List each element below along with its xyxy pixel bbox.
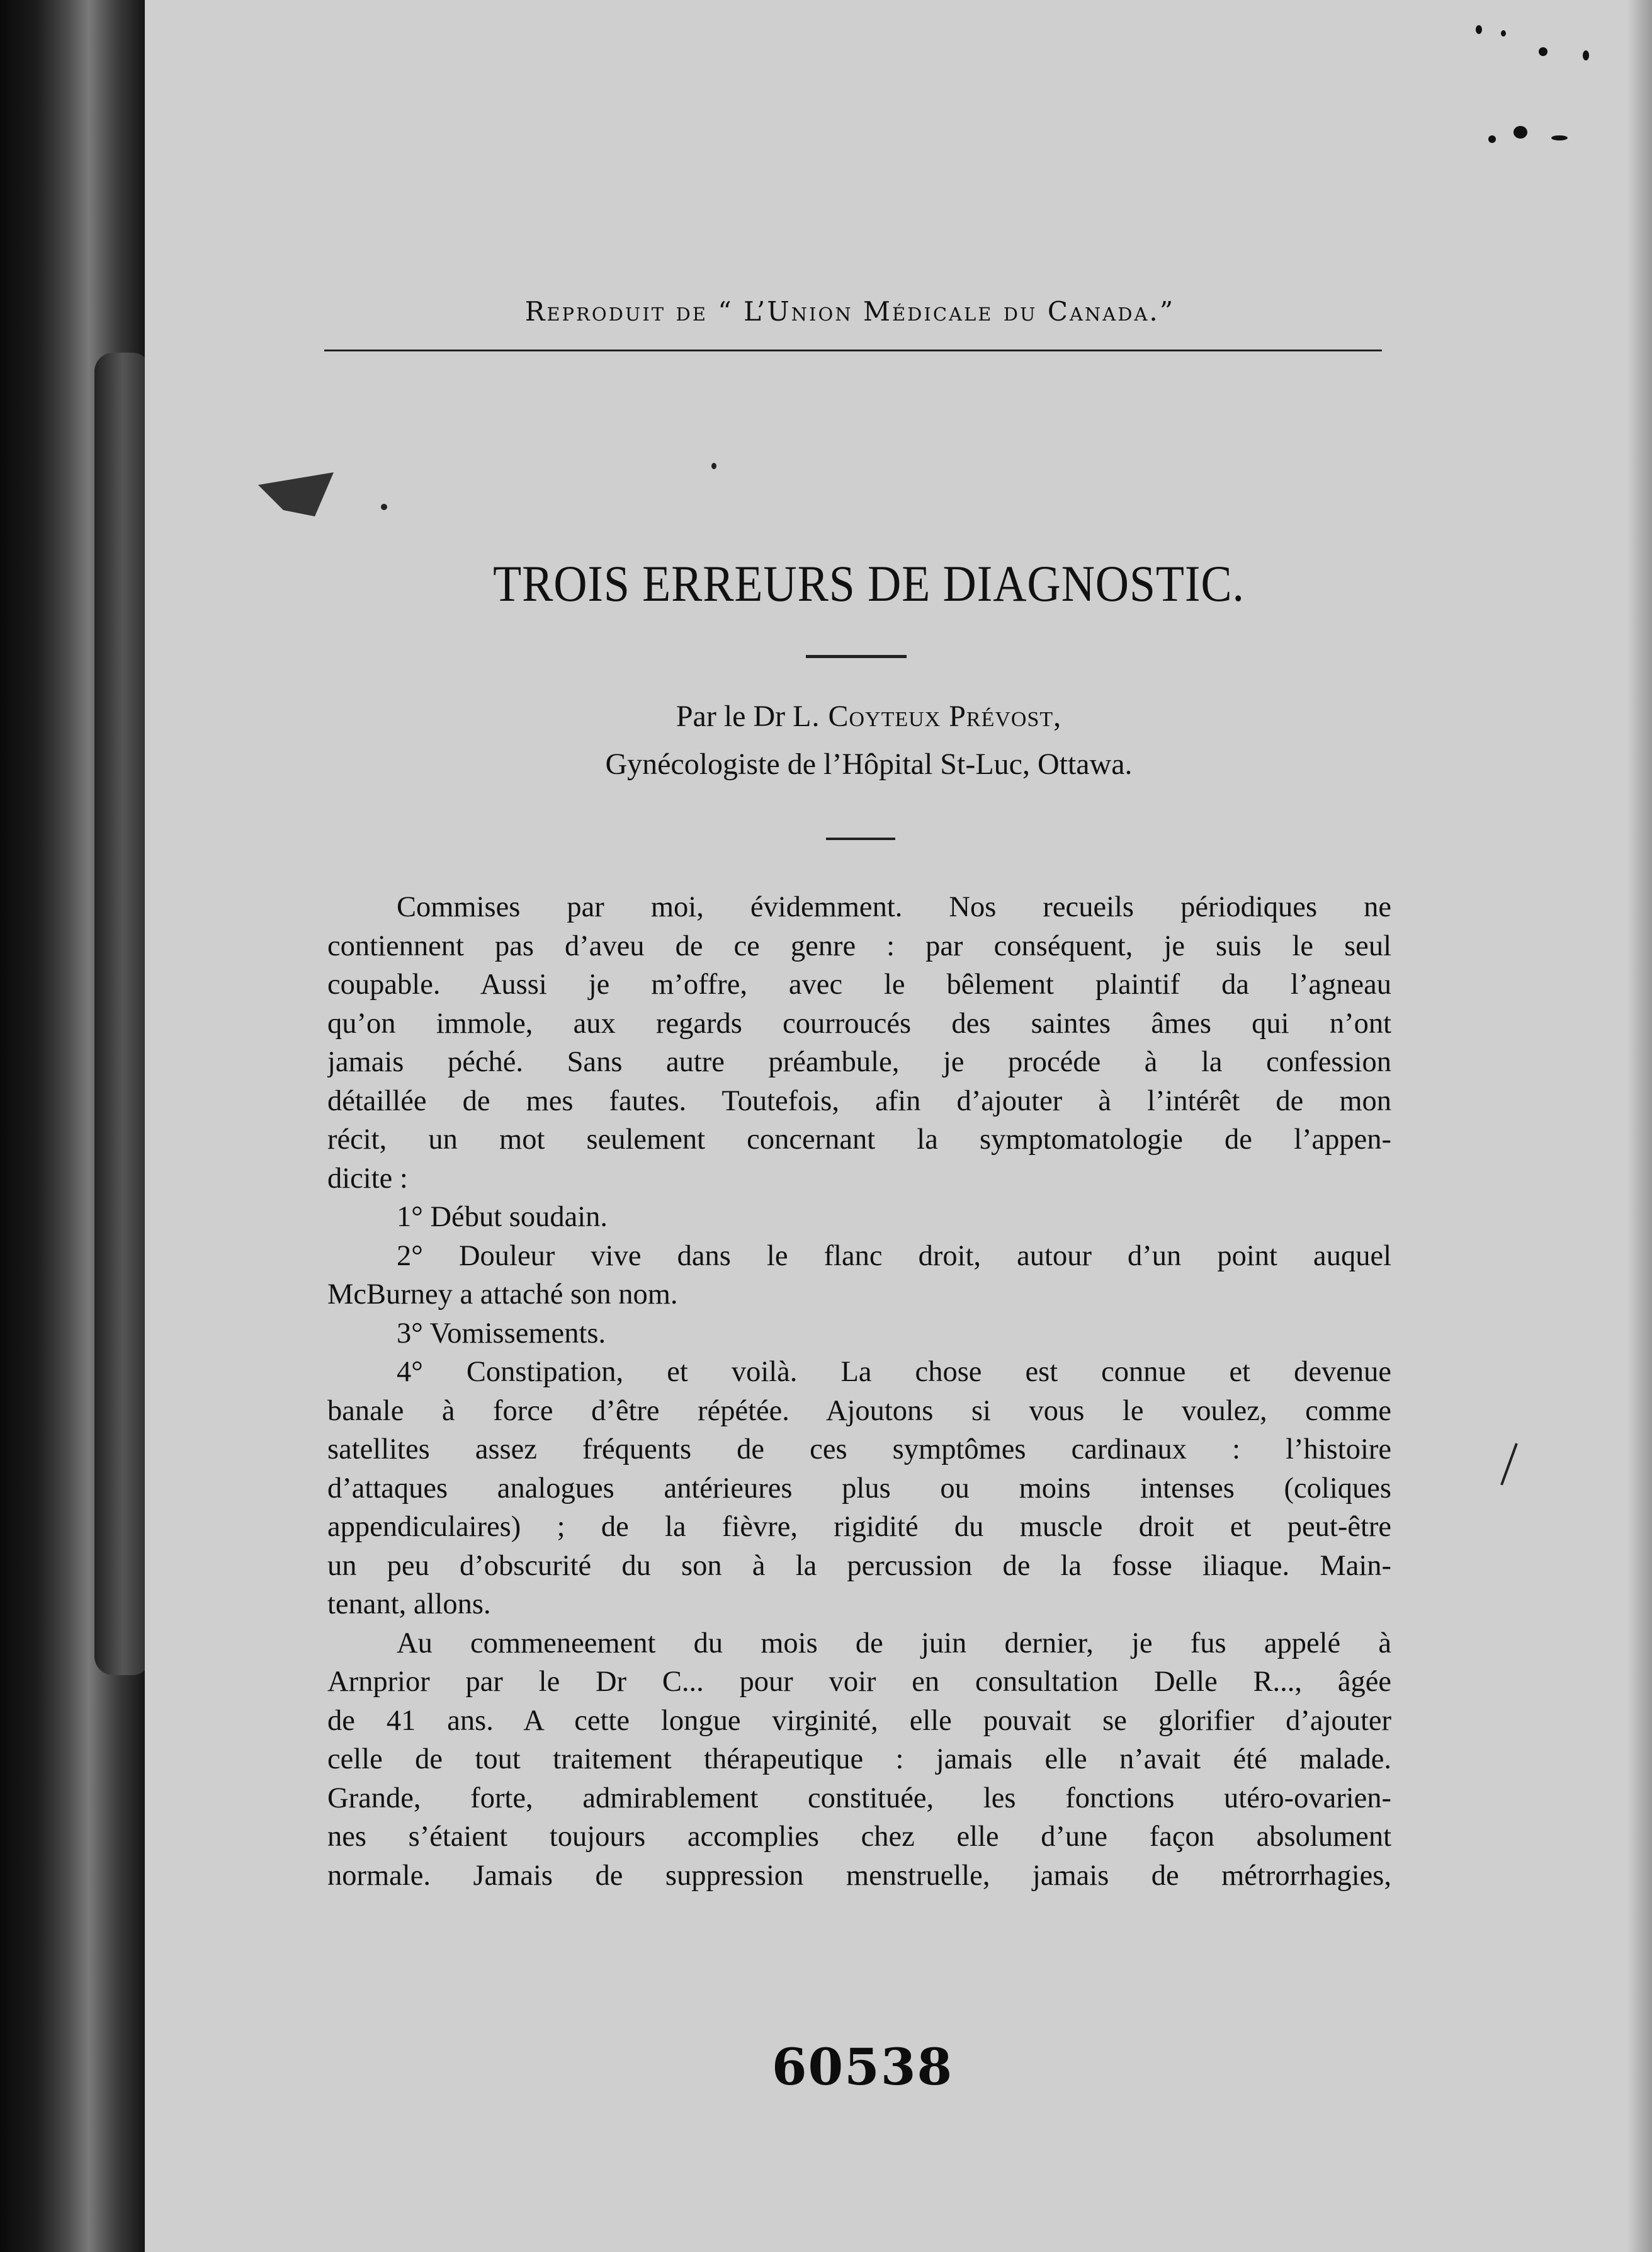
body-line: 1° Début soudain. [397, 1201, 608, 1233]
author-line [353, 693, 1385, 741]
author-name: L. Coyteux Prévost, [793, 700, 1062, 733]
body-line: tenant, allons. [327, 1588, 491, 1620]
page-corner-marks [1457, 13, 1614, 170]
title-rule [806, 655, 907, 658]
body-line: McBurney a attaché son nom. [327, 1278, 678, 1311]
article-body [327, 888, 1391, 1895]
body-line: coupable. Aussi je m’offre, avec le bêlement plaintif da l’agneau [327, 969, 1391, 1001]
body-line: un peu d’obscurité du son à la percussion de la fosse iliaque. Main- [327, 1549, 1391, 1582]
body-line: de 41 ans. A cette longue virginité, elle pouvait se glorifier d’ajouter [327, 1704, 1391, 1737]
body-line: 4° Constipation, et voilà. La chose est connue et devenue [397, 1356, 1391, 1388]
body-line: appendiculaires) ; de la fièvre, rigidité du muscle droit et peut-être [327, 1511, 1391, 1543]
body-line: celle de tout traitement thérapeutique : jamais elle n’avait été malade. [327, 1743, 1391, 1775]
reproduction-header: Reproduit de “ L’Union Médicale du Canada.” [524, 296, 1175, 327]
body-line: nes s’étaient toujours accomplies chez elle d’une façon absolument [327, 1821, 1391, 1853]
body-line: banale à force d’être répétée. Ajoutons si vous le voulez, comme [327, 1394, 1391, 1427]
header-rule [324, 350, 1382, 351]
article-title: TROIS ERREURS DE DIAGNOSTIC. [493, 555, 1245, 612]
body-line: détaillée de mes fautes. Toutefois, afin d’ajouter à l’intérêt de mon [327, 1084, 1391, 1117]
author-prefix: Par le Dr [676, 700, 793, 733]
smudge-mark [258, 472, 340, 516]
stray-mark [711, 463, 716, 469]
page-right-edge [1627, 0, 1652, 2252]
body-line: 2° Douleur vive dans le flanc droit, autour d’un point auquel [397, 1239, 1391, 1272]
body-line: 3° Vomissements. [397, 1317, 606, 1350]
body-line: Grande, forte, admirablement constituée, les fonctions utéro-ovarien- [327, 1782, 1391, 1814]
book-binding-edge [0, 0, 148, 2252]
author-affiliation: Gynécologiste de l’Hôpital St-Luc, Ottawa. [605, 748, 1133, 781]
body-line: Commises par moi, évidemment. Nos recueils périodiques ne [397, 891, 1391, 923]
body-line: qu’on immole, aux regards courroucés des saintes âmes qui n’ont [327, 1007, 1391, 1040]
accession-stamp: 60538 [771, 2037, 954, 2096]
body-line: normale. Jamais de suppression menstruelle, jamais de métrorrhagies, [327, 1859, 1391, 1892]
body-line: Arnprior par le Dr C... pour voir en consultation Delle R..., âgée [327, 1666, 1391, 1698]
body-line: dicite : [327, 1162, 408, 1195]
body-line: d’attaques analogues antérieures plus ou moins intenses (coliques [327, 1472, 1391, 1504]
byline [353, 693, 1385, 788]
binding-tear [94, 353, 151, 1675]
body-line: récit, un mot seulement concernant la symptomatologie de l’appen- [327, 1123, 1391, 1156]
body-line: jamais péché. Sans autre préambule, je procéde à la confession [327, 1046, 1391, 1078]
body-line: satellites assez fréquents de ces symptômes cardinaux : l’histoire [327, 1433, 1391, 1465]
stray-mark [381, 504, 387, 510]
byline-rule [826, 838, 895, 840]
body-line: contiennent pas d’aveu de ce genre : par conséquent, je suis le seul [327, 930, 1391, 962]
body-line: Au commeneement du mois de juin dernier, je fus appelé à [397, 1627, 1391, 1659]
